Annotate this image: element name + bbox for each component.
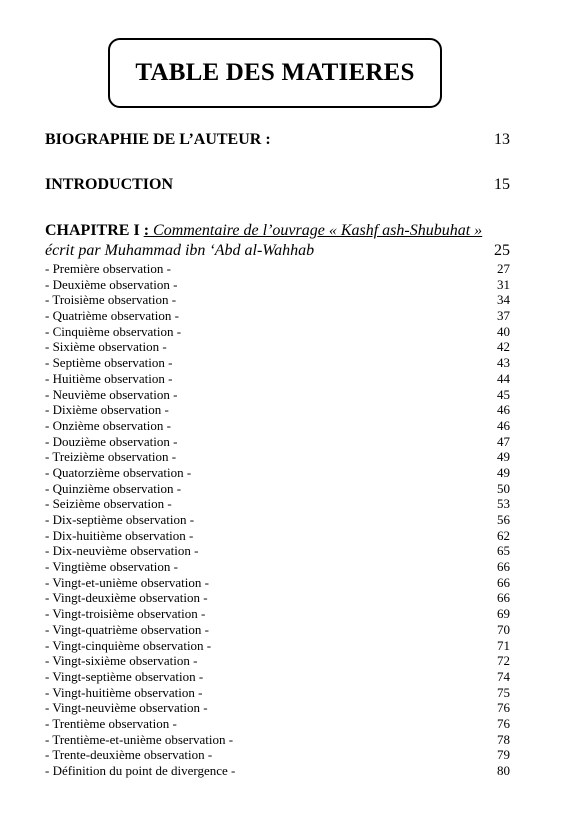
toc-entry-page: 43 <box>497 355 510 371</box>
toc-entry-page: 37 <box>497 308 510 324</box>
toc-entry-page: 71 <box>497 637 510 653</box>
toc-section-biography[interactable] <box>45 131 510 149</box>
toc-entry-label: - Septième observation - <box>45 355 173 371</box>
toc-entry-label: - Trentième observation - <box>45 715 177 731</box>
toc-entry[interactable] <box>45 575 510 591</box>
chapter-title-line1 <box>45 222 482 240</box>
toc-entry-page: 72 <box>497 653 510 669</box>
toc-entries-list <box>45 261 510 779</box>
toc-entry[interactable] <box>45 481 510 497</box>
toc-entry-label: - Troisième observation - <box>45 292 177 308</box>
toc-entry[interactable] <box>45 700 510 716</box>
toc-entry-page: 70 <box>497 621 510 637</box>
toc-entry-label: - Dixième observation - <box>45 402 169 418</box>
toc-entry-page: 62 <box>497 527 510 543</box>
toc-entry-page: 27 <box>497 261 510 276</box>
toc-entry-page: 53 <box>497 496 510 512</box>
toc-chapter-line2[interactable] <box>45 242 510 260</box>
toc-entry[interactable] <box>45 590 510 606</box>
toc-entry[interactable] <box>45 308 510 324</box>
toc-entry-page: 44 <box>497 370 510 386</box>
toc-entry[interactable] <box>45 418 510 434</box>
toc-entry-label: - Vingt-deuxième observation - <box>45 590 208 606</box>
toc-entry-page: 50 <box>497 480 510 496</box>
toc-entry-page: 76 <box>497 715 510 731</box>
toc-entry-page: 76 <box>497 700 510 716</box>
toc-entry-page: 49 <box>497 449 510 465</box>
toc-entry-label: - Vingt-sixième observation - <box>45 653 198 669</box>
toc-entry[interactable] <box>45 465 510 481</box>
toc-entry-page: 46 <box>497 402 510 418</box>
toc-entry-page: 66 <box>497 574 510 590</box>
toc-entry-page: 80 <box>497 763 510 778</box>
toc-entry-label: - Vingt-et-unième observation - <box>45 574 209 590</box>
toc-entry-label: - Douzième observation - <box>45 433 178 449</box>
toc-entry[interactable] <box>45 434 510 450</box>
toc-entry-page: 65 <box>497 543 510 559</box>
toc-entry-label: - Quatrième observation - <box>45 308 179 324</box>
toc-entry[interactable] <box>45 747 510 763</box>
toc-entry[interactable] <box>45 324 510 340</box>
chapter-page: 25 <box>494 242 510 259</box>
toc-entry-page: 66 <box>497 590 510 606</box>
toc-entry[interactable] <box>45 512 510 528</box>
toc-entry-label: - Cinquième observation - <box>45 323 182 339</box>
toc-entry[interactable] <box>45 528 510 544</box>
toc-entry-label: - Vingt-huitième observation - <box>45 684 203 700</box>
toc-entry-page: 66 <box>497 559 510 575</box>
chapter-prefix: CHAPITRE I <box>45 222 144 239</box>
toc-entry-page: 31 <box>497 276 510 292</box>
toc-entry-label: - Première observation - <box>45 261 171 276</box>
toc-entry[interactable] <box>45 449 510 465</box>
toc-entry-page: 49 <box>497 464 510 480</box>
toc-entry-page: 34 <box>497 292 510 308</box>
toc-entry[interactable] <box>45 716 510 732</box>
toc-chapter-heading[interactable] <box>45 222 510 240</box>
toc-entry[interactable] <box>45 732 510 748</box>
toc-entry[interactable] <box>45 638 510 654</box>
toc-entry-label: - Dix-neuvième observation - <box>45 543 199 559</box>
chapter-colon: : <box>143 222 150 239</box>
toc-entry-label: - Trentième-et-unième observation - <box>45 731 234 747</box>
toc-entry-label: - Neuvième observation - <box>45 386 178 402</box>
toc-entry[interactable] <box>45 763 510 779</box>
toc-entry[interactable] <box>45 261 510 277</box>
toc-entry-label: - Vingt-quatrième observation - <box>45 621 209 637</box>
toc-entry-page: 45 <box>497 386 510 402</box>
title-box <box>108 38 442 108</box>
toc-entry-page: 74 <box>497 668 510 684</box>
toc-entry[interactable] <box>45 339 510 355</box>
toc-entry[interactable] <box>45 387 510 403</box>
toc-entry-label: - Onzième observation - <box>45 417 171 433</box>
toc-entry-page: 75 <box>497 684 510 700</box>
toc-entry-label: - Dix-septième observation - <box>45 512 195 527</box>
toc-entry[interactable] <box>45 496 510 512</box>
toc-entry-page: 78 <box>497 731 510 747</box>
chapter-title-line2: écrit par Muhammad ibn ‘Abd al-Wahhab <box>45 242 315 259</box>
chapter-title-part1: Commentaire de l’ouvrage « Kashf ash-Shubuhat » <box>149 222 483 239</box>
toc-entry-label: - Vingt-cinquième observation - <box>45 637 212 653</box>
toc-entry-label: - Définition du point de divergence - <box>45 763 236 778</box>
toc-entry-label: - Vingt-neuvième observation - <box>45 700 208 716</box>
toc-entry-page: 40 <box>497 323 510 339</box>
toc-entry-label: - Trente-deuxième observation - <box>45 747 213 763</box>
toc-entry-label: - Dix-huitième observation - <box>45 527 194 543</box>
toc-entry-label: - Vingtième observation - <box>45 559 178 575</box>
toc-entry[interactable] <box>45 355 510 371</box>
toc-entry[interactable] <box>45 292 510 308</box>
toc-entry-page: 46 <box>497 417 510 433</box>
toc-entry[interactable] <box>45 559 510 575</box>
toc-entry[interactable] <box>45 622 510 638</box>
toc-entry[interactable] <box>45 543 510 559</box>
toc-entry[interactable] <box>45 685 510 701</box>
toc-entry-label: - Huitième observation - <box>45 370 173 386</box>
toc-entry[interactable] <box>45 606 510 622</box>
toc-entry-label: - Quinzième observation - <box>45 480 182 496</box>
toc-section-introduction[interactable] <box>45 176 510 194</box>
toc-entry-page: 47 <box>497 433 510 449</box>
toc-section-page: 15 <box>494 176 510 193</box>
page-title: TABLE DES MATIERES <box>135 59 415 86</box>
toc-entry[interactable] <box>45 402 510 418</box>
toc-entry-label: - Deuxième observation - <box>45 276 178 292</box>
toc-entry-label: - Quatorzième observation - <box>45 464 192 480</box>
toc-entry-page: 79 <box>497 747 510 763</box>
toc-section-label: INTRODUCTION <box>45 176 174 193</box>
toc-entry-label: - Treizième observation - <box>45 449 177 465</box>
toc-entry-page: 56 <box>497 512 510 527</box>
toc-entry[interactable] <box>45 277 510 293</box>
toc-entry-label: - Sixième observation - <box>45 339 167 355</box>
toc-entry-label: - Seizième observation - <box>45 496 172 512</box>
toc-entry[interactable] <box>45 669 510 685</box>
toc-entry-page: 42 <box>497 339 510 355</box>
toc-entry-label: - Vingt-troisième observation - <box>45 606 206 622</box>
toc-entry[interactable] <box>45 371 510 387</box>
toc-entry[interactable] <box>45 653 510 669</box>
toc-entry-page: 69 <box>497 606 510 622</box>
toc-entry-label: - Vingt-septième observation - <box>45 668 204 684</box>
toc-section-page: 13 <box>494 131 510 148</box>
toc-section-label: BIOGRAPHIE DE L’AUTEUR : <box>45 131 271 148</box>
